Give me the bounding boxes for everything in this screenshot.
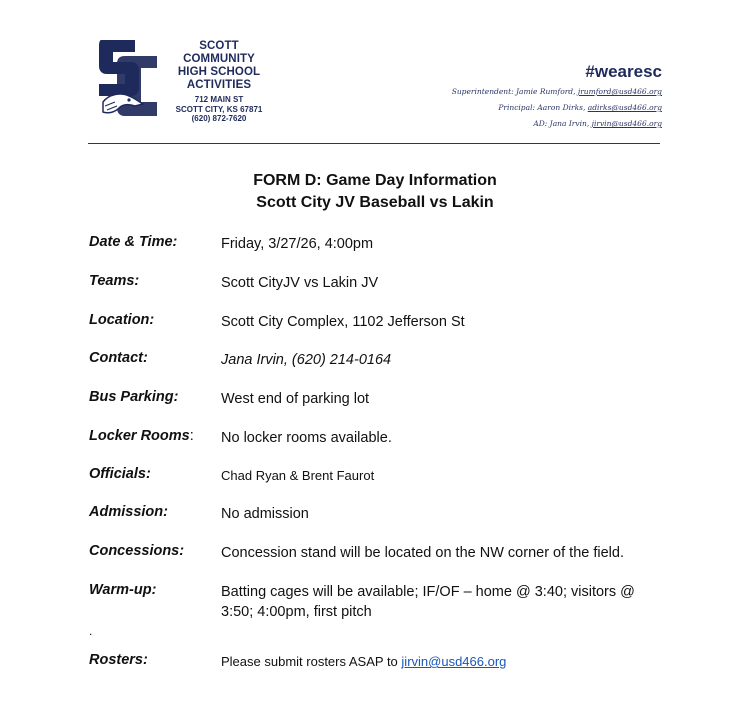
field-value: No locker rooms available. (221, 430, 392, 446)
field-label: Admission: (89, 504, 168, 520)
hashtag (585, 62, 662, 82)
field-label: Contact: (89, 350, 148, 366)
field-label-text: Locker Rooms (89, 428, 190, 444)
org-name-line: ACTIVITIES (186, 79, 252, 91)
scott-community-logo (95, 36, 159, 120)
form-title (0, 170, 750, 214)
field-value: Concession stand will be located on the NW corner of the field. (221, 545, 624, 561)
field-label: Location: (89, 312, 155, 328)
address-line: (620) 872-7620 (191, 114, 247, 123)
field-value: Scott City Complex, 1102 Jefferson St (221, 314, 465, 330)
address-line: 712 MAIN ST (194, 95, 244, 104)
header-divider (88, 143, 660, 144)
rosters-text: Please submit rosters ASAP to (221, 654, 398, 669)
address-line: SCOTT CITY, KS 67871 (175, 104, 263, 114)
hashtag-suffix: sc (643, 62, 662, 81)
field-value: No admission (221, 506, 309, 522)
field-value: Friday, 3/27/26, 4:00pm (221, 236, 374, 252)
field-label: Teams: (89, 273, 140, 289)
field-label: Bus Parking: (89, 389, 179, 405)
form-title-line2: Scott City JV Baseball vs Lakin (256, 194, 494, 211)
field-value (221, 652, 646, 672)
field-label (89, 428, 194, 444)
staff-role: Superintendent: Jamie Rumford, (451, 87, 576, 96)
org-address (163, 95, 275, 124)
org-name-line: SCOTT COMMUNITY (183, 40, 255, 65)
staff-email-link[interactable]: jirvin@usd466.org (591, 119, 662, 128)
field-label: Officials: (89, 466, 151, 482)
field-label: Warm-up: (89, 582, 157, 598)
field-value: Scott CityJV vs Lakin JV (221, 275, 379, 291)
rosters-email-link[interactable]: jirvin@usd466.org (401, 654, 507, 669)
staff-contacts (452, 84, 662, 132)
staff-email-link[interactable]: adirks@usd466.org (587, 103, 662, 112)
org-name-line: HIGH SCHOOL (177, 66, 261, 78)
staff-line (452, 84, 662, 100)
field-value: Batting cages will be available; IF/OF – home @ 3:40; visitors @ 3:50; 4:00pm, first pitch (221, 584, 635, 620)
field-label-colon: : (189, 428, 194, 444)
field-value: Chad Ryan & Brent Faurot (221, 468, 375, 483)
staff-line (452, 100, 662, 116)
org-name (163, 40, 275, 92)
field-label: Date & Time: (89, 234, 178, 250)
field-value: Jana Irvin, (620) 214-0164 (221, 352, 392, 368)
field-value: West end of parking lot (221, 391, 370, 407)
hashtag-prefix: #weare (585, 62, 644, 81)
staff-role: AD: Jana Irvin, (533, 119, 590, 128)
staff-email-link[interactable]: jrumford@usd466.org (577, 87, 662, 96)
field-label: Concessions: (89, 543, 185, 559)
staff-role: Principal: Aaron Dirks, (498, 103, 586, 112)
stray-mark: . (89, 624, 93, 638)
form-title-line1: FORM D: Game Day Information (253, 172, 497, 189)
field-label: Rosters: (89, 652, 148, 668)
staff-line (452, 116, 662, 132)
org-block (163, 40, 275, 124)
